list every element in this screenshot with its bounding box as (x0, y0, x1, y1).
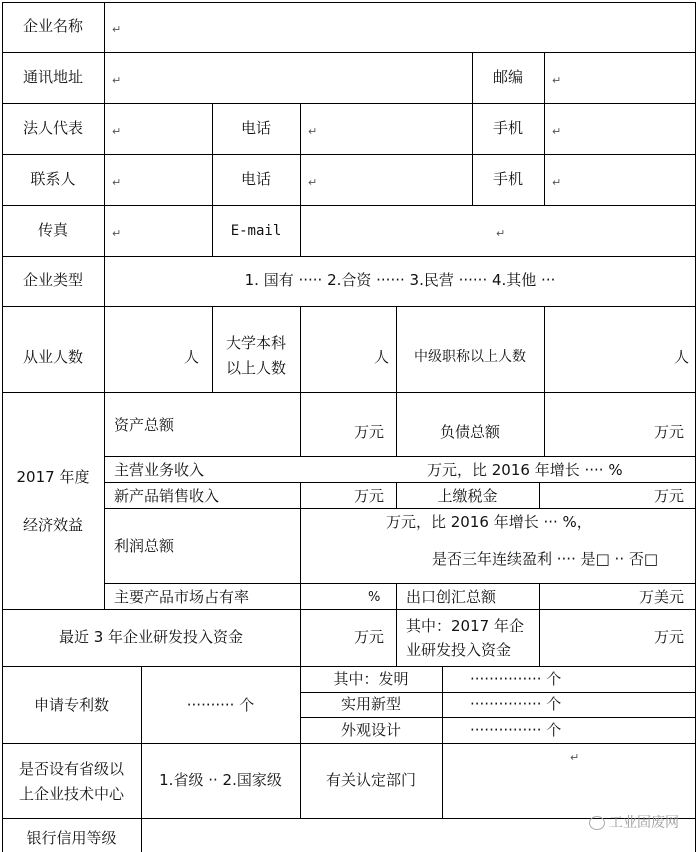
bachelor-label-line1: 大学本科 (225, 334, 286, 352)
fax-field[interactable]: ↵ (112, 227, 122, 240)
address-label: 通讯地址 (22, 68, 83, 86)
legal-rep-field[interactable]: ↵ (112, 125, 122, 138)
patent-utility-label: 实用新型 (340, 695, 401, 713)
patent-design-count[interactable]: ··············· 个 (470, 721, 562, 739)
legal-mobile-field[interactable]: ↵ (552, 125, 562, 138)
patent-design-label: 外观设计 (340, 721, 401, 739)
address-field[interactable]: ↵ (112, 74, 122, 87)
market-share-label: 主要产品市场占有率 (114, 588, 250, 606)
rd-2017-label-line2: 业研发投入资金 (406, 641, 512, 659)
bachelor-label-line2: 以上人数 (225, 359, 286, 377)
new-product-label: 新产品销售收入 (114, 487, 220, 505)
contact-phone-field[interactable]: ↵ (308, 176, 318, 189)
patent-count[interactable]: ·········· 个 (186, 696, 255, 714)
wechat-icon (589, 816, 605, 830)
rd-investment-label: 最近 3 年企业研发投入资金 (58, 628, 244, 646)
postcode-label: 邮编 (492, 68, 523, 86)
contact-mobile-field[interactable]: ↵ (552, 176, 562, 189)
tech-center-label-line1: 是否设有省级以 (18, 760, 124, 778)
staff-count-unit: 人 (184, 348, 200, 366)
legal-phone-label: 电话 (240, 119, 271, 137)
bank-credit-label: 银行信用等级 (26, 829, 117, 847)
tech-center-level-options[interactable]: 1.省级 ·· 2.国家级 (159, 771, 282, 789)
export-unit: 万美元 (639, 588, 685, 606)
market-share-unit: % (368, 590, 381, 605)
tax-label: 上缴税金 (437, 487, 498, 505)
debt-unit: 万元 (654, 423, 685, 441)
rd-investment-unit: 万元 (354, 628, 385, 646)
fax-label: 传真 (37, 221, 68, 239)
contact-field[interactable]: ↵ (112, 176, 122, 189)
new-product-unit: 万元 (354, 487, 385, 505)
legal-rep-label: 法人代表 (22, 119, 83, 137)
profit-consecutive-check[interactable]: 是否三年连续盈利 ···· 是□ ·· 否□ (432, 550, 659, 568)
revenue-detail[interactable]: 万元，比 2016 年增长 ···· % (427, 461, 623, 479)
legal-phone-field[interactable]: ↵ (308, 125, 318, 138)
revenue-label: 主营业务收入 (114, 461, 205, 479)
enterprise-type-options[interactable]: 1. 国有 ····· 2.合资 ······ 3.民营 ······ 4.其他 ··· (244, 271, 556, 289)
tax-unit: 万元 (654, 487, 685, 505)
rd-2017-unit: 万元 (654, 628, 685, 646)
debt-label: 负债总额 (439, 423, 500, 441)
patent-invention-label: 其中：发明 (333, 670, 409, 688)
patent-label: 申请专利数 (33, 696, 109, 714)
enterprise-type-label: 企业类型 (22, 271, 83, 289)
company-name-label: 企业名称 (22, 17, 83, 35)
bachelor-unit: 人 (374, 348, 390, 366)
watermark (589, 812, 679, 832)
profit-label: 利润总额 (114, 537, 175, 555)
legal-mobile-label: 手机 (492, 119, 523, 137)
contact-phone-label: 电话 (240, 170, 271, 188)
assets-unit: 万元 (354, 423, 385, 441)
cert-dept-field[interactable]: ↵ (570, 751, 580, 764)
staff-count-label: 从业人数 (22, 348, 83, 366)
mid-title-unit: 人 (674, 348, 690, 366)
company-name-field[interactable]: ↵ (112, 23, 122, 36)
patent-invention-count[interactable]: ··············· 个 (470, 670, 562, 688)
benefit-label: 经济效益 (22, 516, 83, 534)
export-label: 出口创汇总额 (406, 588, 497, 606)
profit-growth[interactable]: 万元，比 2016 年增长 ··· %， (386, 513, 592, 531)
tech-center-label-line2: 上企业技术中心 (18, 785, 124, 803)
watermark-text: 工业固废网 (609, 815, 679, 831)
email-label: E-mail (230, 223, 282, 239)
email-field[interactable]: ↵ (496, 227, 506, 240)
contact-mobile-label: 手机 (492, 170, 523, 188)
contact-label: 联系人 (30, 170, 76, 188)
cert-dept-label: 有关认定部门 (325, 771, 416, 789)
patent-utility-count[interactable]: ··············· 个 (470, 695, 562, 713)
benefit-year-label: 2017 年度 (16, 468, 90, 486)
mid-title-label: 中级职称以上人数 (414, 349, 526, 365)
rd-2017-label-line1: 其中：2017 年企 (406, 617, 524, 635)
postcode-field[interactable]: ↵ (552, 74, 562, 87)
assets-label: 资产总额 (114, 416, 175, 434)
